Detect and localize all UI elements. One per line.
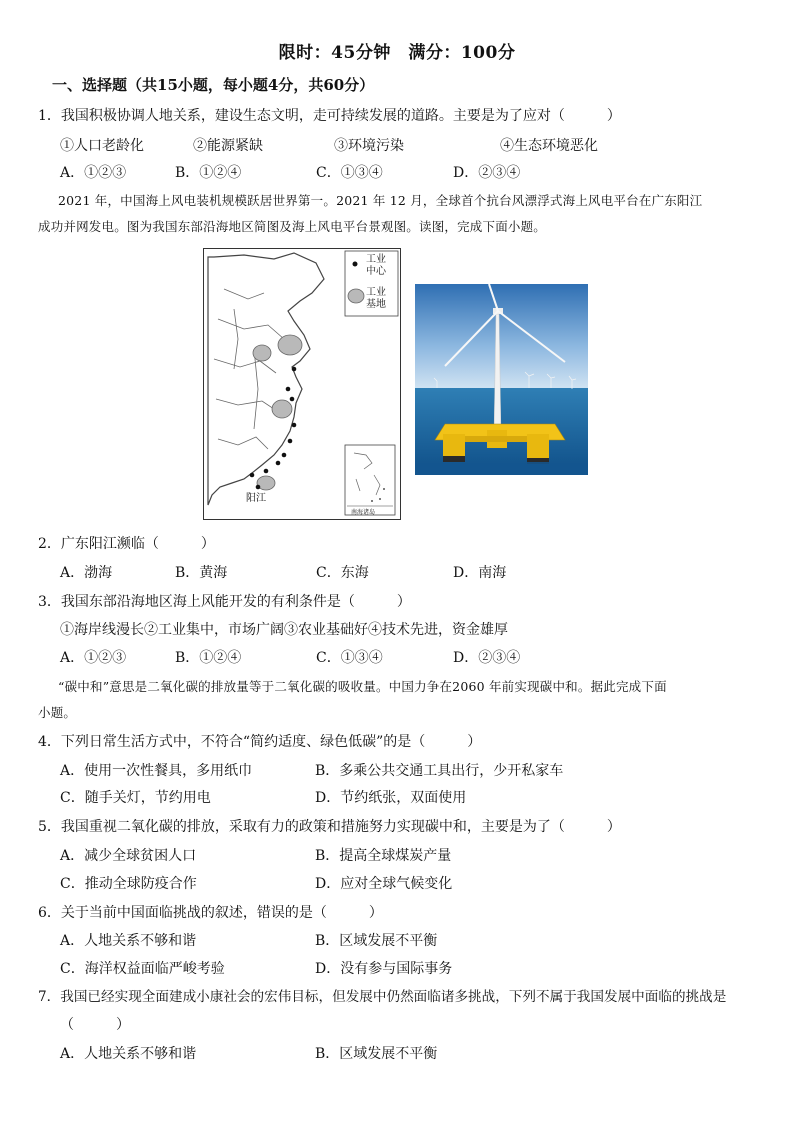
q7-option-b[interactable]: B．区域发展不平衡 xyxy=(315,1046,438,1062)
q5-option-c[interactable]: C．推动全球防疫合作 xyxy=(60,876,197,892)
q2-option-c[interactable]: C．东海 xyxy=(316,565,369,581)
q5-option-d[interactable]: D．应对全球气候变化 xyxy=(315,876,453,892)
q1-option-a[interactable]: A．①②③ xyxy=(60,165,127,181)
passage-2-line-1: “碳中和”意思是二氧化碳的排放量等于二氧化碳的吸收量。中国力争在2060 年前实现碳中和。据此完成下面 xyxy=(58,679,667,694)
legend-industrial-center: 工业 中心 xyxy=(366,254,386,277)
q6-option-a[interactable]: A．人地关系不够和谐 xyxy=(60,933,197,949)
q4-option-d[interactable]: D．节约纸张，双面使用 xyxy=(315,790,467,806)
q1-option-c[interactable]: C．①③④ xyxy=(316,165,383,181)
question-3-stem: 3．我国东部沿海地区海上风能开发的有利条件是（ ） xyxy=(38,594,411,610)
q3-option-a[interactable]: A．①②③ xyxy=(60,650,127,666)
q4-option-b[interactable]: B．多乘公共交通工具出行，少开私家车 xyxy=(315,763,564,779)
q4-option-c[interactable]: C．随手关灯，节约用电 xyxy=(60,790,211,806)
q6-option-c[interactable]: C．海洋权益面临严峻考验 xyxy=(60,961,225,977)
q1-option-b[interactable]: B．①②④ xyxy=(175,165,242,181)
section-title: 一、选择题（共15小题，每小题4分，共60分） xyxy=(52,76,375,94)
q3-option-b[interactable]: B．①②④ xyxy=(175,650,242,666)
question-7-blank: （ ） xyxy=(60,1017,130,1033)
inset-label: 南海诸岛 xyxy=(351,509,376,516)
q5-option-b[interactable]: B．提高全球煤炭产量 xyxy=(315,848,452,864)
q1-item-3: ③环境污染 xyxy=(334,138,404,154)
q3-items: ①海岸线漫长②工业集中，市场广阔③农业基础好④技术先进，资金雄厚 xyxy=(60,622,508,638)
question-7-stem: 7．我国已经实现全面建成小康社会的宏伟目标，但发展中仍然面临诸多挑战，下列不属于我国发展中面临的挑战是 xyxy=(38,989,727,1005)
q3-option-d[interactable]: D．②③④ xyxy=(453,650,521,666)
q5-option-a[interactable]: A．减少全球贫困人口 xyxy=(60,848,197,864)
q2-option-a[interactable]: A．渤海 xyxy=(60,565,113,581)
wind-platform-photo xyxy=(415,284,588,475)
question-4-stem: 4．下列日常生活方式中，不符合“简约适度、绿色低碳”的是（ ） xyxy=(38,734,482,750)
q2-option-b[interactable]: B．黄海 xyxy=(175,565,228,581)
page-title: 限时：45分钟 满分：100分 xyxy=(278,43,516,63)
q2-option-d[interactable]: D．南海 xyxy=(453,565,507,581)
question-1-stem: 1．我国积极协调人地关系，建设生态文明，走可持续发展的道路。主要是为了应对（ ） xyxy=(38,108,621,124)
coastal-map xyxy=(203,248,401,520)
q6-option-b[interactable]: B．区域发展不平衡 xyxy=(315,933,438,949)
question-6-stem: 6．关于当前中国面临挑战的叙述，错误的是（ ） xyxy=(38,905,383,921)
q3-option-c[interactable]: C．①③④ xyxy=(316,650,383,666)
q7-option-a[interactable]: A．人地关系不够和谐 xyxy=(60,1046,197,1062)
question-5-stem: 5．我国重视二氧化碳的排放，采取有力的政策和措施努力实现碳中和，主要是为了（ ） xyxy=(38,819,621,835)
q1-option-d[interactable]: D．②③④ xyxy=(453,165,521,181)
q1-item-2: ②能源紧缺 xyxy=(193,138,263,154)
q1-item-4: ④生态环境恶化 xyxy=(500,138,598,154)
passage-1-line-1: 2021 年，中国海上风电装机规模跃居世界第一。2021 年 12 月，全球首个抗台风漂浮式海上风电平台在广东阳江 xyxy=(58,193,703,208)
q4-option-a[interactable]: A．使用一次性餐具，多用纸巾 xyxy=(60,763,253,779)
q1-item-1: ①人口老龄化 xyxy=(60,138,144,154)
passage-1-line-2: 成功并网发电。图为我国东部沿海地区简图及海上风电平台景观图。读图，完成下面小题。 xyxy=(38,219,547,234)
legend-industrial-base: 工业 基地 xyxy=(366,287,386,310)
q6-option-d[interactable]: D．没有参与国际事务 xyxy=(315,961,453,977)
city-label-yangjiang: 阳江 xyxy=(246,493,266,504)
question-2-stem: 2．广东阳江濒临（ ） xyxy=(38,536,215,552)
passage-2-line-2: 小题。 xyxy=(38,705,77,720)
